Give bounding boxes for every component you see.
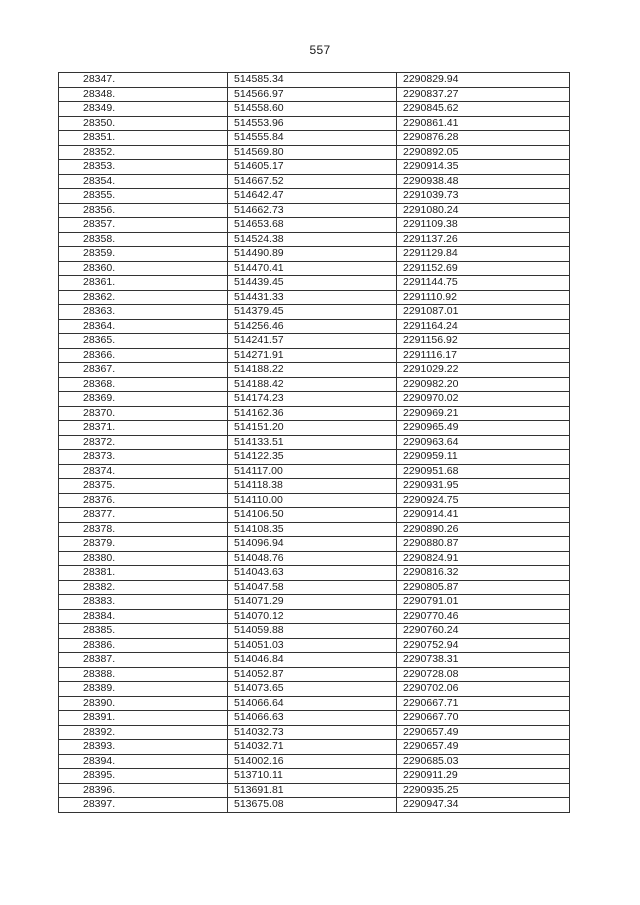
point-number-cell: 28390. <box>59 696 228 711</box>
point-number-cell: 28394. <box>59 754 228 769</box>
y-coordinate-cell: 2291164.24 <box>397 319 570 334</box>
table-row <box>59 711 570 726</box>
x-coordinate-cell: 514162.36 <box>228 406 397 421</box>
table-row <box>59 595 570 610</box>
x-coordinate-cell: 513710.11 <box>228 769 397 784</box>
point-number-cell: 28387. <box>59 653 228 668</box>
point-number-cell: 28391. <box>59 711 228 726</box>
x-coordinate-cell: 514439.45 <box>228 276 397 291</box>
x-coordinate-cell: 514256.46 <box>228 319 397 334</box>
y-coordinate-cell: 2290845.62 <box>397 102 570 117</box>
table-row <box>59 218 570 233</box>
table-row <box>59 116 570 131</box>
table-row <box>59 406 570 421</box>
y-coordinate-cell: 2290892.05 <box>397 145 570 160</box>
y-coordinate-cell: 2291029.22 <box>397 363 570 378</box>
table-row <box>59 334 570 349</box>
y-coordinate-cell: 2291087.01 <box>397 305 570 320</box>
y-coordinate-cell: 2290938.48 <box>397 174 570 189</box>
point-number-cell: 28373. <box>59 450 228 465</box>
table-row <box>59 551 570 566</box>
y-coordinate-cell: 2290982.20 <box>397 377 570 392</box>
table-row <box>59 145 570 160</box>
y-coordinate-cell: 2290760.24 <box>397 624 570 639</box>
point-number-cell: 28349. <box>59 102 228 117</box>
y-coordinate-cell: 2291039.73 <box>397 189 570 204</box>
y-coordinate-cell: 2290947.34 <box>397 798 570 813</box>
point-number-cell: 28353. <box>59 160 228 175</box>
point-number-cell: 28359. <box>59 247 228 262</box>
y-coordinate-cell: 2290829.94 <box>397 73 570 88</box>
table-row <box>59 682 570 697</box>
table-row <box>59 798 570 813</box>
x-coordinate-cell: 514151.20 <box>228 421 397 436</box>
point-number-cell: 28356. <box>59 203 228 218</box>
x-coordinate-cell: 514379.45 <box>228 305 397 320</box>
y-coordinate-cell: 2290770.46 <box>397 609 570 624</box>
table-row <box>59 638 570 653</box>
table-row <box>59 493 570 508</box>
x-coordinate-cell: 514662.73 <box>228 203 397 218</box>
point-number-cell: 28389. <box>59 682 228 697</box>
x-coordinate-cell: 514524.38 <box>228 232 397 247</box>
point-number-cell: 28357. <box>59 218 228 233</box>
table-row <box>59 363 570 378</box>
x-coordinate-cell: 514118.38 <box>228 479 397 494</box>
table-row <box>59 319 570 334</box>
x-coordinate-cell: 514470.41 <box>228 261 397 276</box>
x-coordinate-cell: 514490.89 <box>228 247 397 262</box>
y-coordinate-cell: 2291137.26 <box>397 232 570 247</box>
x-coordinate-cell: 514133.51 <box>228 435 397 450</box>
table-row <box>59 769 570 784</box>
point-number-cell: 28380. <box>59 551 228 566</box>
table-row <box>59 609 570 624</box>
table-row <box>59 696 570 711</box>
table-row <box>59 580 570 595</box>
table-row <box>59 276 570 291</box>
table-row <box>59 740 570 755</box>
y-coordinate-cell: 2290805.87 <box>397 580 570 595</box>
point-number-cell: 28379. <box>59 537 228 552</box>
point-number-cell: 28375. <box>59 479 228 494</box>
table-row <box>59 783 570 798</box>
table-row <box>59 189 570 204</box>
table-row <box>59 450 570 465</box>
point-number-cell: 28354. <box>59 174 228 189</box>
table-row <box>59 479 570 494</box>
table-row <box>59 203 570 218</box>
table-row <box>59 160 570 175</box>
point-number-cell: 28385. <box>59 624 228 639</box>
point-number-cell: 28367. <box>59 363 228 378</box>
x-coordinate-cell: 514059.88 <box>228 624 397 639</box>
point-number-cell: 28396. <box>59 783 228 798</box>
y-coordinate-cell: 2290657.49 <box>397 740 570 755</box>
y-coordinate-cell: 2290970.02 <box>397 392 570 407</box>
point-number-cell: 28361. <box>59 276 228 291</box>
point-number-cell: 28393. <box>59 740 228 755</box>
y-coordinate-cell: 2290738.31 <box>397 653 570 668</box>
table-row <box>59 421 570 436</box>
x-coordinate-cell: 514122.35 <box>228 450 397 465</box>
table-row <box>59 377 570 392</box>
table-row <box>59 566 570 581</box>
y-coordinate-cell: 2290876.28 <box>397 131 570 146</box>
x-coordinate-cell: 514043.63 <box>228 566 397 581</box>
table-row <box>59 522 570 537</box>
y-coordinate-cell: 2290963.64 <box>397 435 570 450</box>
point-number-cell: 28369. <box>59 392 228 407</box>
point-number-cell: 28388. <box>59 667 228 682</box>
point-number-cell: 28384. <box>59 609 228 624</box>
point-number-cell: 28383. <box>59 595 228 610</box>
y-coordinate-cell: 2291080.24 <box>397 203 570 218</box>
point-number-cell: 28348. <box>59 87 228 102</box>
y-coordinate-cell: 2291152.69 <box>397 261 570 276</box>
y-coordinate-cell: 2291116.17 <box>397 348 570 363</box>
x-coordinate-cell: 514271.91 <box>228 348 397 363</box>
y-coordinate-cell: 2290667.70 <box>397 711 570 726</box>
point-number-cell: 28381. <box>59 566 228 581</box>
x-coordinate-cell: 514566.97 <box>228 87 397 102</box>
table-row <box>59 624 570 639</box>
x-coordinate-cell: 514585.34 <box>228 73 397 88</box>
point-number-cell: 28365. <box>59 334 228 349</box>
x-coordinate-cell: 514653.68 <box>228 218 397 233</box>
y-coordinate-cell: 2290959.11 <box>397 450 570 465</box>
table-row <box>59 87 570 102</box>
x-coordinate-cell: 514110.00 <box>228 493 397 508</box>
y-coordinate-cell: 2291129.84 <box>397 247 570 262</box>
x-coordinate-cell: 514066.63 <box>228 711 397 726</box>
y-coordinate-cell: 2290837.27 <box>397 87 570 102</box>
point-number-cell: 28347. <box>59 73 228 88</box>
x-coordinate-cell: 514241.57 <box>228 334 397 349</box>
x-coordinate-cell: 514108.35 <box>228 522 397 537</box>
x-coordinate-cell: 514052.87 <box>228 667 397 682</box>
y-coordinate-cell: 2290890.26 <box>397 522 570 537</box>
x-coordinate-cell: 514071.29 <box>228 595 397 610</box>
x-coordinate-cell: 514174.23 <box>228 392 397 407</box>
point-number-cell: 28351. <box>59 131 228 146</box>
x-coordinate-cell: 514188.22 <box>228 363 397 378</box>
x-coordinate-cell: 514558.60 <box>228 102 397 117</box>
table-row <box>59 392 570 407</box>
point-number-cell: 28364. <box>59 319 228 334</box>
point-number-cell: 28355. <box>59 189 228 204</box>
coordinate-table <box>58 72 570 813</box>
y-coordinate-cell: 2291109.38 <box>397 218 570 233</box>
y-coordinate-cell: 2291156.92 <box>397 334 570 349</box>
point-number-cell: 28350. <box>59 116 228 131</box>
x-coordinate-cell: 514048.76 <box>228 551 397 566</box>
table-row <box>59 754 570 769</box>
point-number-cell: 28363. <box>59 305 228 320</box>
point-number-cell: 28377. <box>59 508 228 523</box>
y-coordinate-cell: 2290702.06 <box>397 682 570 697</box>
y-coordinate-cell: 2290685.03 <box>397 754 570 769</box>
y-coordinate-cell: 2290935.25 <box>397 783 570 798</box>
point-number-cell: 28378. <box>59 522 228 537</box>
page-number: 557 <box>309 43 331 57</box>
x-coordinate-cell: 514605.17 <box>228 160 397 175</box>
y-coordinate-cell: 2290965.49 <box>397 421 570 436</box>
point-number-cell: 28374. <box>59 464 228 479</box>
table-row <box>59 464 570 479</box>
point-number-cell: 28376. <box>59 493 228 508</box>
y-coordinate-cell: 2291144.75 <box>397 276 570 291</box>
x-coordinate-cell: 514096.94 <box>228 537 397 552</box>
table-row <box>59 508 570 523</box>
point-number-cell: 28392. <box>59 725 228 740</box>
y-coordinate-cell: 2290911.29 <box>397 769 570 784</box>
y-coordinate-cell: 2290791.01 <box>397 595 570 610</box>
table-row <box>59 131 570 146</box>
table-row <box>59 305 570 320</box>
x-coordinate-cell: 514553.96 <box>228 116 397 131</box>
table-row <box>59 174 570 189</box>
x-coordinate-cell: 513691.81 <box>228 783 397 798</box>
x-coordinate-cell: 514032.71 <box>228 740 397 755</box>
x-coordinate-cell: 514117.00 <box>228 464 397 479</box>
x-coordinate-cell: 514555.84 <box>228 131 397 146</box>
y-coordinate-cell: 2290816.32 <box>397 566 570 581</box>
x-coordinate-cell: 514047.58 <box>228 580 397 595</box>
x-coordinate-cell: 514667.52 <box>228 174 397 189</box>
point-number-cell: 28352. <box>59 145 228 160</box>
x-coordinate-cell: 514051.03 <box>228 638 397 653</box>
point-number-cell: 28397. <box>59 798 228 813</box>
y-coordinate-cell: 2290752.94 <box>397 638 570 653</box>
coordinate-table-body <box>59 73 570 813</box>
point-number-cell: 28366. <box>59 348 228 363</box>
table-row <box>59 261 570 276</box>
table-row <box>59 73 570 88</box>
table-row <box>59 232 570 247</box>
x-coordinate-cell: 514106.50 <box>228 508 397 523</box>
x-coordinate-cell: 514073.65 <box>228 682 397 697</box>
table-row <box>59 247 570 262</box>
table-row <box>59 348 570 363</box>
table-row <box>59 653 570 668</box>
point-number-cell: 28395. <box>59 769 228 784</box>
x-coordinate-cell: 514066.64 <box>228 696 397 711</box>
x-coordinate-cell: 514642.47 <box>228 189 397 204</box>
y-coordinate-cell: 2291110.92 <box>397 290 570 305</box>
x-coordinate-cell: 514070.12 <box>228 609 397 624</box>
point-number-cell: 28382. <box>59 580 228 595</box>
table-row <box>59 102 570 117</box>
x-coordinate-cell: 514002.16 <box>228 754 397 769</box>
y-coordinate-cell: 2290861.41 <box>397 116 570 131</box>
y-coordinate-cell: 2290880.87 <box>397 537 570 552</box>
y-coordinate-cell: 2290914.41 <box>397 508 570 523</box>
point-number-cell: 28360. <box>59 261 228 276</box>
point-number-cell: 28386. <box>59 638 228 653</box>
y-coordinate-cell: 2290969.21 <box>397 406 570 421</box>
point-number-cell: 28358. <box>59 232 228 247</box>
x-coordinate-cell: 514032.73 <box>228 725 397 740</box>
x-coordinate-cell: 513675.08 <box>228 798 397 813</box>
x-coordinate-cell: 514431.33 <box>228 290 397 305</box>
y-coordinate-cell: 2290951.68 <box>397 464 570 479</box>
table-row <box>59 537 570 552</box>
table-row <box>59 290 570 305</box>
point-number-cell: 28368. <box>59 377 228 392</box>
y-coordinate-cell: 2290924.75 <box>397 493 570 508</box>
table-row <box>59 725 570 740</box>
y-coordinate-cell: 2290824.91 <box>397 551 570 566</box>
table-row <box>59 667 570 682</box>
point-number-cell: 28371. <box>59 421 228 436</box>
x-coordinate-cell: 514188.42 <box>228 377 397 392</box>
x-coordinate-cell: 514569.80 <box>228 145 397 160</box>
y-coordinate-cell: 2290931.95 <box>397 479 570 494</box>
y-coordinate-cell: 2290914.35 <box>397 160 570 175</box>
table-row <box>59 435 570 450</box>
point-number-cell: 28370. <box>59 406 228 421</box>
point-number-cell: 28372. <box>59 435 228 450</box>
point-number-cell: 28362. <box>59 290 228 305</box>
y-coordinate-cell: 2290728.08 <box>397 667 570 682</box>
y-coordinate-cell: 2290657.49 <box>397 725 570 740</box>
x-coordinate-cell: 514046.84 <box>228 653 397 668</box>
y-coordinate-cell: 2290667.71 <box>397 696 570 711</box>
